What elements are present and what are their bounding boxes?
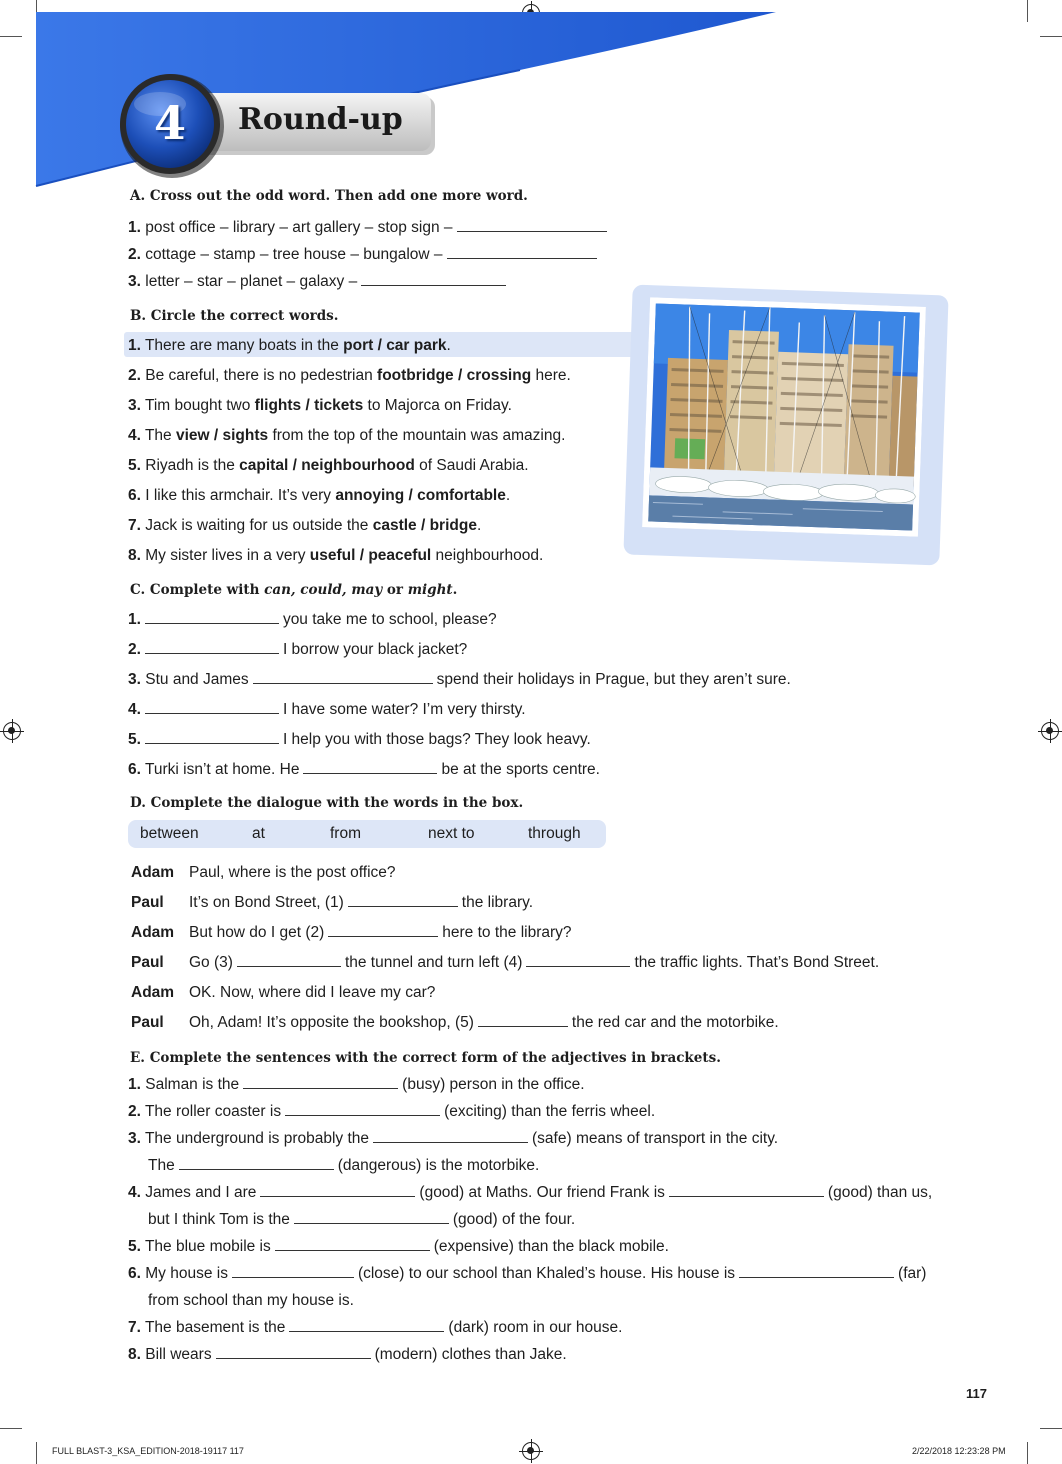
dialogue-line: Oh, Adam! It’s opposite the bookshop, (5) the red car and the motorbike. [189, 1014, 779, 1031]
word-box-item: between [140, 825, 199, 842]
list-item: 1. you take me to school, please? [128, 611, 497, 628]
list-item: 7. Jack is waiting for us outside the castle / bridge. [128, 517, 482, 534]
footer-timestamp: 2/22/2018 12:23:28 PM [912, 1446, 1006, 1456]
word-box-item: at [252, 825, 265, 842]
word-box-item: from [330, 825, 361, 842]
list-item: 1. There are many boats in the port / car park. [128, 337, 451, 354]
dialogue-speaker: Adam [131, 864, 175, 881]
page-number: 117 [966, 1386, 987, 1401]
list-item: 5. I help you with those bags? They look heavy. [128, 731, 591, 748]
page-title: Round-up [238, 102, 403, 137]
list-item: 3. Tim bought two flights / tickets to Majorca on Friday. [128, 397, 512, 414]
list-item: 5. Riyadh is the capital / neighbourhood of Saudi Arabia. [128, 457, 529, 474]
list-item: but I think Tom is the (good) of the four. [148, 1211, 576, 1228]
section-a-heading: A. Cross out the odd word. Then add one more word. [130, 188, 528, 204]
footer-filename: FULL BLAST-3_KSA_EDITION-2018-19117 117 [52, 1446, 244, 1456]
list-item: 6. Turki isn’t at home. He be at the sports centre. [128, 761, 600, 778]
list-item: 8. My sister lives in a very useful / peaceful neighbourhood. [128, 547, 544, 564]
list-item: 1. Salman is the (busy) person in the office. [128, 1076, 585, 1093]
header-banner [0, 0, 800, 200]
dialogue-line: OK. Now, where did I leave my car? [189, 984, 436, 1001]
list-item: from school than my house is. [148, 1292, 354, 1309]
unit-number: 4 [153, 96, 186, 150]
list-item: 2. The roller coaster is (exciting) than the ferris wheel. [128, 1103, 656, 1120]
list-item: 2. I borrow your black jacket? [128, 641, 468, 658]
dialogue-speaker: Adam [131, 924, 175, 941]
registration-mark-icon [3, 722, 21, 740]
crop-mark [1027, 1442, 1028, 1464]
dialogue-line: But how do I get (2) here to the library? [189, 924, 572, 941]
dialogue-line: It’s on Bond Street, (1) the library. [189, 894, 534, 911]
crop-mark [1027, 0, 1028, 22]
list-item: 3. letter – star – planet – galaxy – [128, 272, 510, 292]
dialogue-speaker: Paul [131, 1014, 164, 1031]
section-e-heading: E. Complete the sentences with the correct form of the adjectives in brackets. [130, 1050, 721, 1066]
dialogue-speaker: Paul [131, 894, 164, 911]
registration-mark-icon [522, 1442, 540, 1460]
section-d-heading: D. Complete the dialogue with the words in the box. [130, 795, 524, 811]
list-item: 2. cottage – stamp – tree house – bungalow – [128, 245, 601, 265]
list-item: 1. post office – library – art gallery – stop sign – [128, 218, 611, 238]
crop-mark [36, 1442, 37, 1464]
list-item: 4. The view / sights from the top of the mountain was amazing. [128, 427, 566, 444]
list-item: 4. I have some water? I’m very thirsty. [128, 701, 526, 718]
list-item: 7. The basement is the (dark) room in our house. [128, 1319, 623, 1336]
dialogue-speaker: Paul [131, 954, 164, 971]
list-item: 8. Bill wears (modern) clothes than Jake. [128, 1346, 567, 1363]
crop-mark [1040, 1428, 1062, 1429]
crop-mark [1040, 36, 1062, 37]
registration-mark-icon [1041, 722, 1059, 740]
list-item: 2. Be careful, there is no pedestrian footbridge / crossing here. [128, 367, 571, 384]
list-item: The (dangerous) is the motorbike. [148, 1157, 540, 1174]
dialogue-line: Go (3) the tunnel and turn left (4) the traffic lights. That’s Bond Street. [189, 954, 880, 971]
list-item: 3. Stu and James spend their holidays in Prague, but they aren’t sure. [128, 671, 791, 688]
dialogue-line: Paul, where is the post office? [189, 864, 396, 881]
list-item: 3. The underground is probably the (safe) means of transport in the city. [128, 1130, 779, 1147]
list-item: 5. The blue mobile is (expensive) than the black mobile. [128, 1238, 669, 1255]
list-item: 6. My house is (close) to our school than Khaled’s house. His house is (far) [128, 1265, 927, 1282]
section-c-heading: C. Complete with can, could, may or might. [130, 582, 458, 598]
list-item: 4. James and I are (good) at Maths. Our friend Frank is (good) than us, [128, 1184, 933, 1201]
crop-mark [0, 1428, 22, 1429]
dialogue-speaker: Adam [131, 984, 175, 1001]
word-box-item: next to [428, 825, 475, 842]
marina-photo [642, 297, 926, 536]
section-b-heading: B. Circle the correct words. [130, 308, 339, 324]
list-item: 6. I like this armchair. It’s very annoying / comfortable. [128, 487, 511, 504]
word-box-item: through [528, 825, 581, 842]
